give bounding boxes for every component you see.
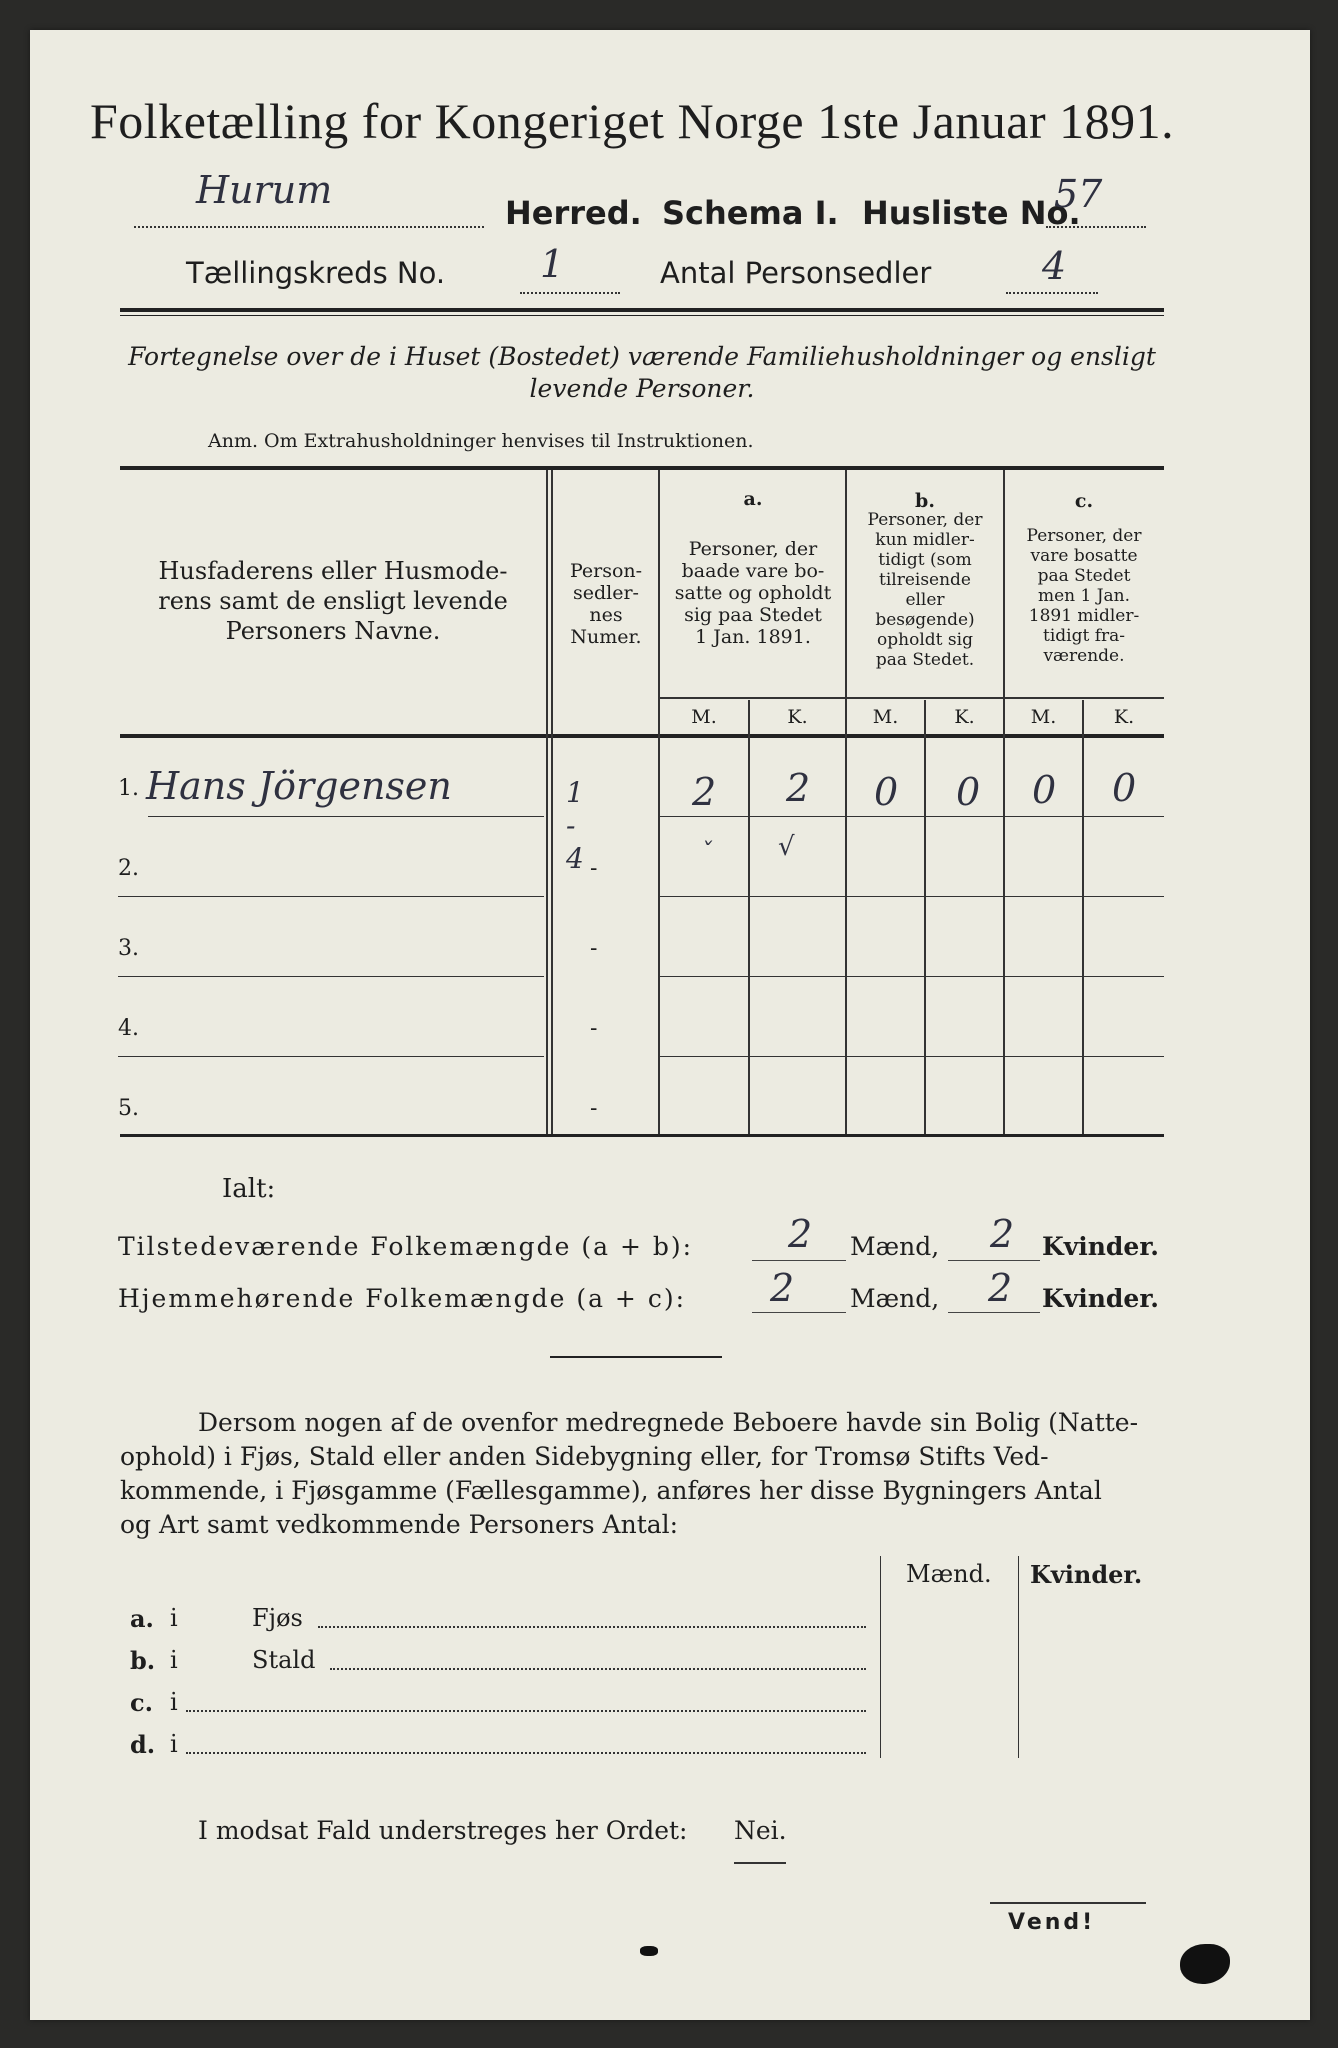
row-b-m: 0 xyxy=(874,770,899,814)
table-top-rule xyxy=(120,466,1164,470)
col-divider-name-2 xyxy=(551,470,553,1134)
col-b-letter: b. xyxy=(915,490,935,512)
row-b-k: 0 xyxy=(956,770,981,814)
row-1-data-line xyxy=(660,816,1164,817)
row-4-data-line xyxy=(660,1056,1164,1057)
buildings-maend-head: Mænd. xyxy=(906,1560,992,1588)
table-head-rule xyxy=(120,734,1164,738)
row-c-k: 0 xyxy=(1112,766,1137,810)
buildings-kvinder-head: Kvinder. xyxy=(1030,1560,1143,1589)
building-i: i xyxy=(170,1688,178,1716)
anm-note: Anm. Om Extrahusholdninger henvises til Instruktionen. xyxy=(208,430,754,452)
kreds-dotted-line xyxy=(520,284,620,294)
a-m-head: M. xyxy=(691,706,717,728)
building-dotted-line xyxy=(186,1744,866,1754)
buildings-divider-2 xyxy=(1018,1556,1019,1758)
nei-word: Nei. xyxy=(734,1816,787,1845)
herred-dotted-line xyxy=(134,214,484,228)
tilstede-label: Tilstedeværende Folkemængde (a + b): xyxy=(118,1232,694,1261)
check-mark-icon: ˇ xyxy=(700,838,712,866)
col-name-header: Husfaderens eller Husmode- rens samt de ensligt levende Personers Navne. xyxy=(158,557,508,645)
tilstede-m-value: 2 xyxy=(788,1212,813,1256)
building-letter: c. xyxy=(130,1688,153,1717)
buildings-divider-1 xyxy=(880,1556,881,1758)
row-a-k: 2 xyxy=(786,766,811,810)
row-number: 5. xyxy=(118,1096,139,1121)
row-number: 1. xyxy=(118,776,139,801)
row-a-m: 2 xyxy=(692,770,717,814)
tilstede-kvinder: Kvinder. xyxy=(1042,1232,1159,1261)
herred-value: Hurum xyxy=(196,168,333,212)
col-c-header: Personer, der vare bosatte paa Stedet men 1 Jan. 1891 midler- tidigt fra- værende. xyxy=(1026,526,1142,666)
vend-rule xyxy=(990,1902,1146,1904)
census-form xyxy=(30,30,1310,2020)
building-i: i xyxy=(170,1646,178,1674)
header-rule-thin xyxy=(120,315,1164,316)
row-number: 2. xyxy=(118,856,139,881)
mk-header-rule xyxy=(660,697,1164,699)
col-divider-a-mk xyxy=(748,700,750,1134)
building-label: Stald xyxy=(252,1646,316,1674)
row-numer: - xyxy=(590,1096,598,1121)
building-dotted-line xyxy=(186,1702,866,1712)
header-rule xyxy=(120,308,1164,312)
row-c-m: 0 xyxy=(1032,768,1057,812)
tilstede-k-value: 2 xyxy=(990,1212,1015,1256)
nei-underline xyxy=(734,1862,786,1864)
intro-line-2: levende Personer. xyxy=(529,374,755,403)
tilstede-k-line xyxy=(948,1260,1040,1261)
col-num-header: Person- sedler- nes Numer. xyxy=(569,560,643,648)
col-divider-num xyxy=(658,470,660,1134)
building-letter: b. xyxy=(130,1646,156,1675)
hjemme-m-line xyxy=(752,1312,846,1313)
table-bottom-rule xyxy=(120,1134,1164,1137)
antal-value: 4 xyxy=(1042,244,1067,288)
c-k-head: K. xyxy=(1113,706,1135,728)
hjemme-label: Hjemmehørende Folkemængde (a + c): xyxy=(118,1284,686,1313)
separator-rule xyxy=(550,1356,722,1358)
hjemme-k-value: 2 xyxy=(988,1266,1013,1310)
building-dotted-line xyxy=(330,1660,866,1670)
modsat-text: I modsat Fald understreges her Ordet: xyxy=(198,1816,688,1845)
row-3-data-line xyxy=(660,976,1164,977)
row-numer: - xyxy=(590,856,598,881)
kreds-value: 1 xyxy=(540,242,565,286)
row-numer: 1 - 4 xyxy=(566,776,584,875)
tilstede-m-line xyxy=(752,1260,846,1261)
schema-label: Schema I. xyxy=(662,194,839,232)
row-number: 4. xyxy=(118,1016,139,1041)
row-1-name-line xyxy=(148,816,544,817)
hjemme-m-value: 2 xyxy=(770,1266,795,1310)
ink-blot xyxy=(640,1946,658,1956)
antal-label: Antal Personsedler xyxy=(660,256,932,290)
row-2-data-line xyxy=(660,896,1164,897)
row-number: 3. xyxy=(118,936,139,961)
building-label: Fjøs xyxy=(252,1604,303,1632)
paragraph: Dersom nogen af de ovenfor medregnede Beboere havde sin Bolig (Natte- ophold) i Fjøs, Stald eller anden Sidebygning eller, for Tromsø Stifts Ved- kommende, i Fjøsgamme (Fællesgamme), anføres her disse Bygningers Antal og Art samt vedkommende Personers Antal: xyxy=(120,1408,1139,1539)
row-2-name-line xyxy=(118,896,544,897)
tilstede-maend: Mænd, xyxy=(850,1232,940,1261)
b-k-head: K. xyxy=(954,706,975,728)
hjemme-k-line xyxy=(948,1312,1040,1313)
vend-text: Vend! xyxy=(1008,1910,1096,1935)
row-numer: - xyxy=(590,1016,598,1041)
husliste-value: 57 xyxy=(1054,172,1103,216)
row-name: Hans Jörgensen xyxy=(146,764,452,808)
building-dotted-line xyxy=(318,1618,866,1628)
herred-label: Herred. xyxy=(505,194,642,232)
col-divider-a xyxy=(845,470,847,1134)
col-a-header: Personer, der baade vare bo- satte og opholdt sig paa Stedet 1 Jan. 1891. xyxy=(674,538,832,648)
building-i: i xyxy=(170,1730,178,1758)
ialt-label: Ialt: xyxy=(222,1174,276,1204)
building-i: i xyxy=(170,1604,178,1632)
c-m-head: M. xyxy=(1030,706,1057,728)
col-divider-c-mk xyxy=(1082,700,1084,1134)
check-mark-icon: √ xyxy=(778,832,795,862)
a-k-head: K. xyxy=(787,706,808,728)
husliste-label: Husliste No. xyxy=(862,194,1081,232)
intro-line-1: Fortegnelse over de i Huset (Bostedet) værende Familiehusholdninger og ensligt xyxy=(128,342,1156,371)
col-c-letter: c. xyxy=(1074,490,1094,512)
col-a-letter: a. xyxy=(743,488,763,510)
col-divider-b-mk xyxy=(924,700,926,1134)
row-numer: - xyxy=(590,936,598,961)
col-divider-name xyxy=(546,470,548,1134)
row-4-name-line xyxy=(118,1056,544,1057)
b-m-head: M. xyxy=(872,706,899,728)
col-b-header: Personer, der kun midler- tidigt (som tilreisende eller besøgende) opholdt sig paa Stedet. xyxy=(867,510,983,670)
kreds-label: Tællingskreds No. xyxy=(186,256,446,290)
page-title: Folketælling for Kongeriget Norge 1ste Januar 1891. xyxy=(90,93,1175,149)
col-divider-b xyxy=(1003,470,1005,1134)
husliste-dotted-line xyxy=(1046,216,1146,228)
building-letter: d. xyxy=(130,1730,156,1759)
building-letter: a. xyxy=(130,1604,154,1633)
hjemme-maend: Mænd, xyxy=(850,1284,940,1313)
row-3-name-line xyxy=(118,976,544,977)
hjemme-kvinder: Kvinder. xyxy=(1042,1284,1159,1313)
